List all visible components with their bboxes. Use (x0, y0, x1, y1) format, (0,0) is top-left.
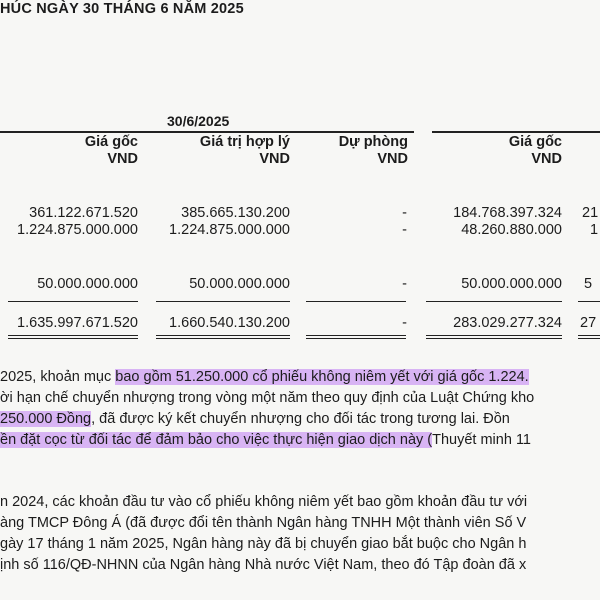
row1-col5: 21 (582, 205, 599, 221)
row3-col5: 5 (584, 276, 593, 292)
period-underline-right (432, 131, 600, 133)
row2-cost-prior: 48.260.880.000 (461, 222, 562, 238)
row2-fair-value: 1.224.875.000.000 (169, 222, 290, 238)
total-cost: 1.635.997.671.520 (17, 315, 138, 331)
para1-line3: 250.000 Đồng, đã được ký kết chuyển nhượng cho đối tác trong tương lai. Đồn (0, 411, 510, 427)
row2-cost: 1.224.875.000.000 (17, 222, 138, 238)
total-rule-4 (426, 301, 562, 302)
para2-line1: n 2024, các khoản đầu tư vào cổ phiếu không niêm yết bao gồm khoản đầu tư với (0, 494, 528, 510)
total-rule-2 (156, 301, 290, 302)
row3-fair-value: 50.000.000.000 (189, 276, 290, 292)
row1-cost-prior: 184.768.397.324 (453, 205, 562, 221)
total-rule-5 (578, 301, 600, 302)
para2-line4: ịnh số 116/QĐ-NHNN của Ngân hàng Nhà nước Việt Nam, theo đó Tập đoàn đã x (0, 557, 527, 573)
highlight: ền đặt cọc từ đối tác để đảm bảo cho việc thực hiện giao dịch này ( (0, 432, 433, 448)
para1-line1: 2025, khoản mục bao gồm 51.250.000 cổ phiếu không niêm yết với giá gốc 1.224. (0, 369, 529, 385)
period-label: 30/6/2025 (167, 113, 230, 129)
double-rule-3a (306, 335, 406, 336)
double-rule-1a (8, 335, 138, 336)
col-header-cost-prior: Giá gốc VND (508, 134, 562, 167)
period-underline (0, 131, 414, 133)
highlight: bao gồm 51.250.000 cổ phiếu không niêm yết với giá gốc 1.224. (115, 369, 529, 385)
double-rule-2b (156, 338, 290, 339)
total-provision: - (402, 315, 407, 331)
total-fair-value: 1.660.540.130.200 (169, 315, 290, 331)
page-title: HÚC NGÀY 30 THÁNG 6 NĂM 2025 (0, 1, 244, 17)
row3-cost: 50.000.000.000 (37, 276, 138, 292)
double-rule-4b (426, 338, 562, 339)
row3-provision: - (402, 276, 407, 292)
total-rule-3 (306, 301, 406, 302)
col-header-provision: Dự phòng VND (338, 134, 408, 167)
double-rule-4a (426, 335, 562, 336)
row3-cost-prior: 50.000.000.000 (461, 276, 562, 292)
para1-line4: ền đặt cọc từ đối tác để đảm bảo cho việc thực hiện giao dịch này (Thuyết minh 11 (0, 432, 531, 448)
double-rule-1b (8, 338, 138, 339)
row1-provision: - (402, 205, 407, 221)
total-col5: 27 (580, 315, 597, 331)
col-header-fair-value: Giá trị hợp lý VND (199, 134, 290, 167)
double-rule-3b (306, 338, 406, 339)
row1-fair-value: 385.665.130.200 (181, 205, 290, 221)
double-rule-2a (156, 335, 290, 336)
row1-cost: 361.122.671.520 (29, 205, 138, 221)
total-cost-prior: 283.029.277.324 (453, 315, 562, 331)
col-header-cost: Giá gốc VND (84, 134, 138, 167)
highlight: 250.000 Đồng (0, 411, 92, 427)
total-rule-1 (8, 301, 138, 302)
row2-col5: 1 (590, 222, 599, 238)
row2-provision: - (402, 222, 407, 238)
double-rule-5b (578, 338, 600, 339)
para2-line3: gày 17 tháng 1 năm 2025, Ngân hàng này đã bị chuyển giao bắt buộc cho Ngân h (0, 536, 527, 552)
para1-line2: ời hạn chế chuyển nhượng trong vòng một năm theo quy định của Luật Chứng kho (0, 390, 535, 406)
double-rule-5a (578, 335, 600, 336)
para2-line2: àng TMCP Đông Á (đã được đổi tên thành Ngân hàng TNHH Một thành viên Số V (0, 515, 527, 531)
